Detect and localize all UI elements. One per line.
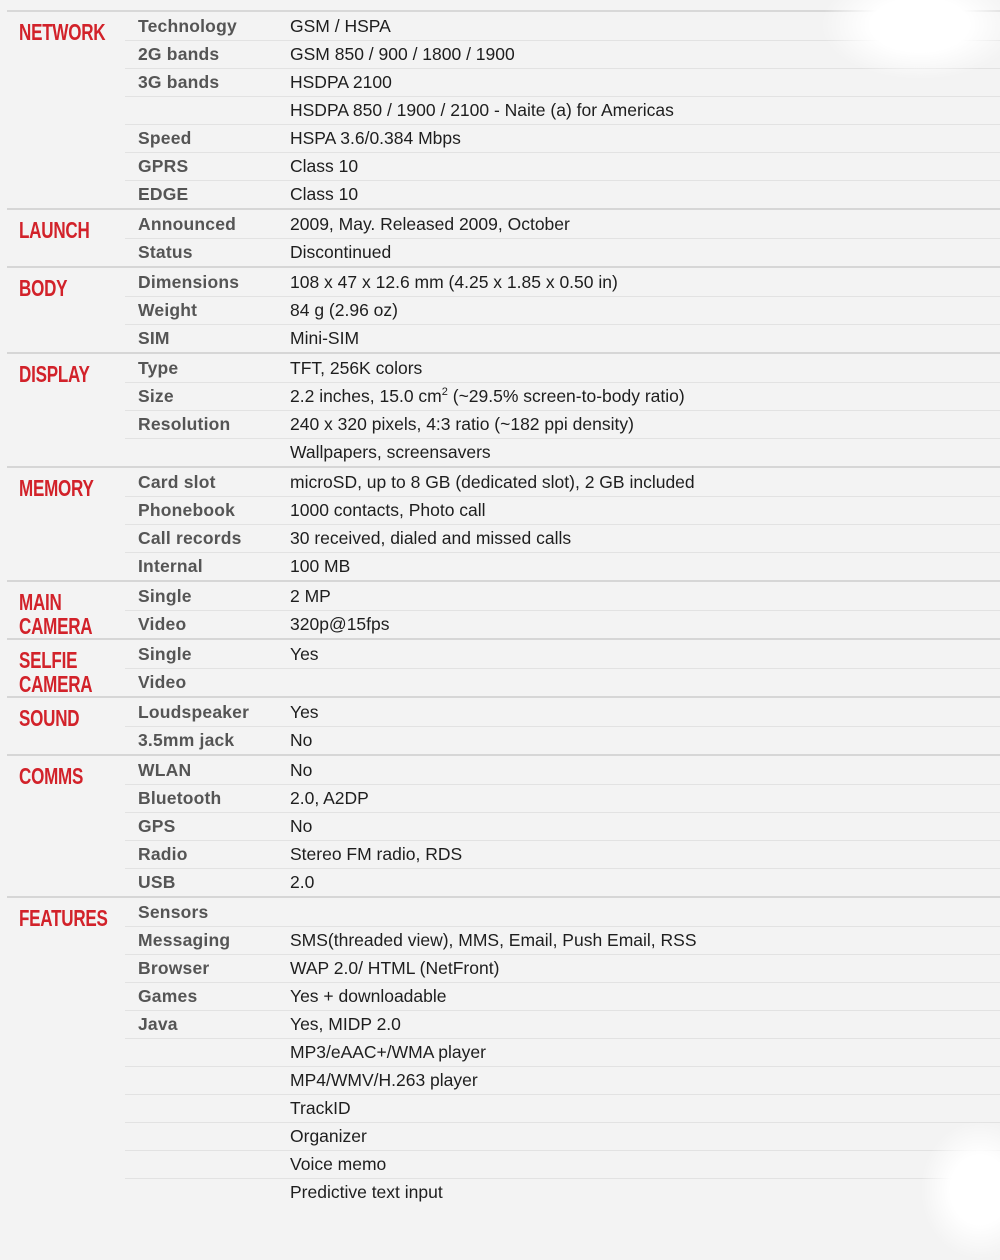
spec-row (125, 524, 1000, 552)
spec-label: Messaging (138, 930, 231, 950)
spec-value: 100 MB (290, 556, 351, 576)
spec-value: WAP 2.0/ HTML (NetFront) (290, 958, 500, 978)
spec-value: HSPA 3.6/0.384 Mbps (290, 128, 461, 148)
spec-label: Java (138, 1014, 178, 1034)
spec-row (125, 438, 1000, 466)
spec-value: HSDPA 2100 (290, 72, 392, 92)
category-title-word: NETWORK (19, 19, 106, 45)
spec-row (125, 1038, 1000, 1066)
spec-label: Phonebook (138, 500, 236, 520)
spec-rows (125, 210, 1000, 266)
spec-row (125, 954, 1000, 982)
category-title-word: LAUNCH (19, 217, 90, 243)
category-title (19, 648, 99, 696)
spec-section-main-camera (7, 582, 1000, 640)
spec-value: No (290, 759, 313, 780)
spec-label: 3G bands (138, 72, 220, 92)
spec-label: Size (138, 386, 174, 406)
category-title-word: MEMORY (19, 475, 94, 501)
spec-value: Predictive text input (290, 1182, 443, 1202)
spec-section-body (7, 268, 1000, 354)
spec-row (125, 784, 1000, 812)
spec-row (125, 726, 1000, 754)
spec-row (125, 1094, 1000, 1122)
category-title-word: FEATURES (19, 905, 108, 931)
spec-row (125, 640, 1000, 668)
category-title (19, 476, 99, 500)
spec-value: GSM / HSPA (290, 15, 391, 36)
spec-row (125, 552, 1000, 580)
spec-label: Bluetooth (138, 788, 222, 808)
spec-value: 2 MP (290, 585, 331, 606)
spec-row (125, 868, 1000, 896)
spec-row (125, 152, 1000, 180)
spec-rows (125, 698, 1000, 754)
spec-row (125, 926, 1000, 954)
spec-value: Wallpapers, screensavers (290, 442, 491, 462)
category-title-word: DISPLAY (19, 361, 90, 387)
category-title-word: MAIN (19, 589, 62, 615)
category-title-word: SOUND (19, 705, 80, 731)
spec-value: 30 received, dialed and missed calls (290, 528, 572, 548)
spec-value: Yes, MIDP 2.0 (290, 1014, 401, 1034)
spec-label: Loudspeaker (138, 701, 250, 722)
spec-row (125, 582, 1000, 610)
spec-value: GSM 850 / 900 / 1800 / 1900 (290, 44, 515, 64)
spec-value-text: (~29.5% screen-to-body ratio) (447, 386, 685, 406)
spec-section-display (7, 354, 1000, 468)
spec-value: Mini-SIM (290, 328, 360, 348)
category-title (19, 764, 99, 788)
spec-rows (125, 268, 1000, 352)
spec-row (125, 96, 1000, 124)
spec-row (125, 468, 1000, 496)
spec-value: 1000 contacts, Photo call (290, 500, 486, 520)
spec-value: MP4/WMV/H.263 player (290, 1070, 478, 1090)
spec-label: SIM (138, 328, 170, 348)
category-title (19, 706, 99, 730)
spec-row (125, 382, 1000, 410)
spec-value: HSDPA 850 / 1900 / 2100 - Naite (a) for Americas (290, 100, 674, 120)
spec-label: Internal (138, 556, 203, 576)
spec-label: Speed (138, 128, 192, 148)
spec-label: Video (138, 672, 187, 692)
category-title-word: BODY (19, 275, 68, 301)
spec-row (125, 1122, 1000, 1150)
spec-rows (125, 898, 1000, 1206)
spec-value: Yes (290, 643, 319, 664)
spec-row (125, 1150, 1000, 1178)
category-title (19, 362, 99, 386)
spec-label: Single (138, 585, 192, 606)
spec-value: SMS(threaded view), MMS, Email, Push Email, RSS (290, 930, 697, 950)
spec-rows (125, 756, 1000, 896)
spec-label: Announced (138, 213, 237, 234)
spec-row (125, 1010, 1000, 1038)
spec-label: Radio (138, 844, 188, 864)
category-title (19, 590, 99, 638)
spec-row (125, 296, 1000, 324)
spec-row (125, 668, 1000, 696)
spec-row (125, 268, 1000, 296)
spec-row (125, 812, 1000, 840)
spec-label: Status (138, 242, 193, 262)
spec-row (125, 756, 1000, 784)
spec-value: 320p@15fps (290, 614, 390, 634)
spec-label: 2G bands (138, 44, 220, 64)
spec-rows (125, 354, 1000, 466)
spec-label: Games (138, 986, 198, 1006)
spec-row (125, 1178, 1000, 1206)
spec-label: Browser (138, 958, 210, 978)
spec-row (125, 210, 1000, 238)
spec-row (125, 124, 1000, 152)
spec-section-sound (7, 698, 1000, 756)
spec-value: 84 g (2.96 oz) (290, 300, 398, 320)
spec-label: Video (138, 614, 187, 634)
category-title-word: SELFIE (19, 647, 78, 673)
spec-label: Sensors (138, 901, 209, 922)
spec-label: Card slot (138, 471, 216, 492)
spec-label: Dimensions (138, 271, 240, 292)
spec-row (125, 1066, 1000, 1094)
spec-rows (125, 468, 1000, 580)
category-title (19, 218, 99, 242)
spec-section-selfie-camera (7, 640, 1000, 698)
spec-value: No (290, 730, 313, 750)
spec-value: TFT, 256K colors (290, 357, 423, 378)
spec-value: No (290, 816, 313, 836)
spec-label: 3.5mm jack (138, 730, 235, 750)
category-title-word: CAMERA (19, 671, 93, 697)
spec-row (125, 982, 1000, 1010)
category-title (19, 19, 106, 45)
spec-value: microSD, up to 8 GB (dedicated slot), 2 GB included (290, 471, 695, 492)
category-title-word: CAMERA (19, 613, 93, 639)
spec-row (125, 180, 1000, 208)
specs-table (7, 10, 1000, 1206)
spec-row (125, 698, 1000, 726)
spec-rows (125, 640, 1000, 696)
spec-value-superscript: 2 (441, 386, 448, 399)
spec-value: Voice memo (290, 1154, 387, 1174)
spec-label: Weight (138, 300, 198, 320)
spec-section-comms (7, 756, 1000, 898)
spec-label: EDGE (138, 184, 189, 204)
spec-value: MP3/eAAC+/WMA player (290, 1042, 486, 1062)
spec-section-launch (7, 210, 1000, 268)
spec-value: Yes + downloadable (290, 986, 447, 1006)
spec-value (290, 386, 685, 407)
spec-label: Technology (138, 15, 237, 36)
spec-label: GPS (138, 816, 176, 836)
spec-row (125, 610, 1000, 638)
spec-row (125, 354, 1000, 382)
spec-row (125, 238, 1000, 266)
spec-row (125, 898, 1000, 926)
spec-label: Type (138, 357, 179, 378)
spec-row (125, 496, 1000, 524)
spec-value: Stereo FM radio, RDS (290, 844, 463, 864)
spec-value: 240 x 320 pixels, 4:3 ratio (~182 ppi density) (290, 414, 634, 434)
spec-row (125, 324, 1000, 352)
spec-label: Single (138, 643, 192, 664)
category-title-word: COMMS (19, 763, 84, 789)
category-title (19, 276, 99, 300)
spec-row (125, 410, 1000, 438)
spec-value-text: 2.2 inches, 15.0 cm (290, 386, 442, 406)
spec-label: Resolution (138, 414, 231, 434)
spec-label: WLAN (138, 759, 192, 780)
spec-value: 108 x 47 x 12.6 mm (4.25 x 1.85 x 0.50 in) (290, 271, 618, 292)
spec-label: Call records (138, 528, 242, 548)
spec-value: 2.0 (290, 872, 315, 892)
spec-section-features (7, 898, 1000, 1206)
spec-value: Class 10 (290, 156, 359, 176)
spec-value: TrackID (290, 1098, 351, 1118)
spec-value: Discontinued (290, 242, 392, 262)
spec-label: USB (138, 872, 176, 892)
spec-rows (125, 582, 1000, 638)
spec-value: Organizer (290, 1126, 367, 1146)
category-title (19, 905, 108, 931)
spec-value: 2.0, A2DP (290, 788, 369, 808)
spec-value: Class 10 (290, 184, 359, 204)
spec-value: Yes (290, 701, 319, 722)
spec-row (125, 840, 1000, 868)
spec-section-memory (7, 468, 1000, 582)
spec-value: 2009, May. Released 2009, October (290, 213, 570, 234)
spec-label: GPRS (138, 156, 189, 176)
